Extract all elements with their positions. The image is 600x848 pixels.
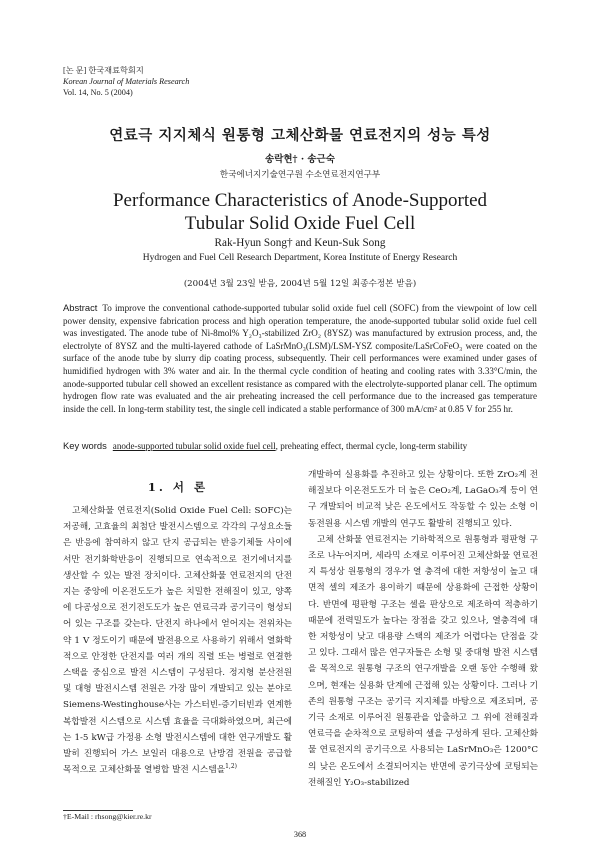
korean-authors: 송락현† · 송근숙 bbox=[265, 154, 335, 165]
keywords-label: Key words bbox=[63, 440, 107, 451]
footnote-divider bbox=[63, 810, 133, 811]
abstract-label: Abstract bbox=[63, 302, 98, 313]
keywords-rest: , preheating effect, thermal cycle, long-term stability bbox=[275, 441, 468, 451]
reference-superscript: 1,2) bbox=[225, 763, 237, 771]
received-dates: (2004년 3월 23일 받음, 2004년 5월 12일 최종수정본 받음) bbox=[183, 279, 417, 289]
korean-title: 연료극 지지체식 원통형 고체산화물 연료전지의 성능 특성 bbox=[109, 127, 491, 144]
left-paragraph-1-text: 고체산화물 연료전지(Solid Oxide Fuel Cell: SOFC)는 저공해, 고효율의 최첨단 발전시스템으로 각각의 구성요소들은 반응에 참여하지 않고 단지 공급되는 반응기체들 사이에서만 전기화학반응이 진행되므로 연속적으로 전기에너지를 생산할 수 있는 발전 장치이다. 고체산화물 연료전지의 단전지는 중앙에 이온전도도가 높은 치밀한 전해질이 있고, 양쪽에 다공성으로 전기전도도가 높은 연료극과 공기극이 형성되어 있는 구조를 갖는다. 단전지 하나에서 얻어지는 전위차는 약 1 V 정도이기 때문에 발전용으로 사용하기 위해서 열화학적으로 안정한 단전지를 여러 개의 직렬 또는 병렬로 연결한 스택을 중심으로 발전 시스템이 구성된다. 정지형 분산전원 및 대형 발전시스템 전원은 가장 많이 개발되고 있는 분야로 Siemens-Westinghouse사는 가스터빈-증기터빈과 연계한 복합발전 시스템으로 시스템 효율을 극대화하였으며, 최근에는 1-5 kW급 가정용 소형 발전시스템에 대한 연구개발도 활발히 진행되어 가스 보일러 대용으로 난방겸 전원을 공급할 목적으로 고체산화물 열병합 발전 시스템을 bbox=[63, 506, 292, 776]
english-title-line-2: Tubular Solid Oxide Fuel Cell bbox=[184, 213, 416, 234]
left-column bbox=[63, 503, 292, 778]
english-title bbox=[0, 189, 600, 235]
keywords-underlined: anode-supported tubular solid oxide fuel cell bbox=[112, 441, 276, 451]
right-paragraph-2: 고체 산화물 연료전지는 기하학적으로 원통형과 평판형 구조로 나누어지며, 세라믹 소재로 이루어진 고체산화물 연료전지 특성상 원통형의 경우가 열 충격에 대한 저항성이 높고 대면적 셀의 제조가 용이하기 때문에 상용화에 근접한 상황이다. 반면에 평판형 구조는 셀을 판상으로 제조하여 적층하기 때문에 전력밀도가 높다는 장점을 갖고 있으나, 열충격에 대한 저항성이 낮고 대용량 스택의 제조가 어렵다는 단점을 갖고 있다. 그래서 많은 연구자들은 소형 및 중대형 발전 시스템을 목적으로 원통형 구조의 연구개발을 오랜 동안 수행해 왔으며, 현재는 실용화 단계에 근접해 있는 상황이다. 그러나 기존의 원통형 구조는 공기극 지지체를 바탕으로 제조되며, 공기극 소재로 이루어진 원통관을 압출하고 그 위에 전해질과 연료극을 순차적으로 코팅하여 셀을 구성하게 된다. 고체산화물 연료전지의 공기극으로 사용되는 LaSrMnO₃은 1200°C의 낮은 온도에서 소결되어지는 반면에 공기극상에 코팅되는 전해질인 Y₂O₃-stabilized bbox=[308, 534, 538, 788]
page-number: 368 bbox=[293, 830, 307, 839]
journal-header bbox=[63, 65, 189, 98]
journal-english-name: Korean Journal of Materials Research bbox=[63, 77, 190, 86]
korean-affiliation: 한국에너지기술연구원 수소연료전지연구부 bbox=[219, 170, 381, 180]
keywords bbox=[63, 440, 543, 451]
footnote-email: †E-Mail : rhsong@kier.re.kr bbox=[63, 812, 152, 821]
english-authors: Rak-Hyun Song† and Keun-Suk Song bbox=[214, 237, 386, 249]
left-paragraph-1 bbox=[63, 503, 292, 778]
abstract-text: To improve the conventional cathode-supported tubular solid oxide fuel cell (SOFC) from the viewpoint of low cell power density, expensive fabrication process and high operation temperature, the anode-supported tubular solid oxide fuel cell was investigated. The anode tube of Ni-8mol% Y₂O₃-stabilized ZrO₂ (8YSZ) was manufactured by extrusion process, and, the electrolyte of 8YSZ and the multi-layered cathode of LaSrMnO₃(LSM)/LSM-YSZ composite/LaSrCoFeO₃ were coated on the surface of the anode tube by slurry dip coating process, subsequently. Their cell performances were examined under gases of humidified hydrogen with 3% water and air. In the thermal cycle condition of heating and cooling rates with 3.33°C/min, the anode-supported tubular cell showed an excellent resistance as compared with the electrolyte-supported planar cell. The optimum hydrogen flow rate was evaluated and the air preheating increased the cell performance due to the increased gas temperature inside the cell. In long-term stability test, the single cell indicated a stable performance of 300 mA/cm² at 0.85 V for 255 hr. bbox=[63, 303, 537, 414]
english-affiliation: Hydrogen and Fuel Cell Research Department, Korea Institute of Energy Research bbox=[142, 253, 458, 263]
right-column bbox=[308, 467, 538, 791]
english-title-line-1: Performance Characteristics of Anode-Supported bbox=[112, 190, 488, 211]
journal-volume: Vol. 14, No. 5 (2004) bbox=[63, 88, 133, 97]
section-heading-introduction: 1. 서 론 bbox=[147, 480, 209, 494]
journal-korean-name: [논 문] 한국재료학회지 bbox=[63, 66, 144, 75]
right-paragraph-1: 개발하여 실용화를 추진하고 있는 상황이다. 또한 ZrO₂계 전해질보다 이온전도도가 더 높은 CeO₂계, LaGaO₃계 등이 연구 개발되어 비교적 낮은 온도에서도 작동할 수 있는 소형 이동전원용 시스템 개발의 연구도 활발히 진행되고 있다. bbox=[308, 470, 538, 529]
abstract bbox=[63, 302, 537, 415]
